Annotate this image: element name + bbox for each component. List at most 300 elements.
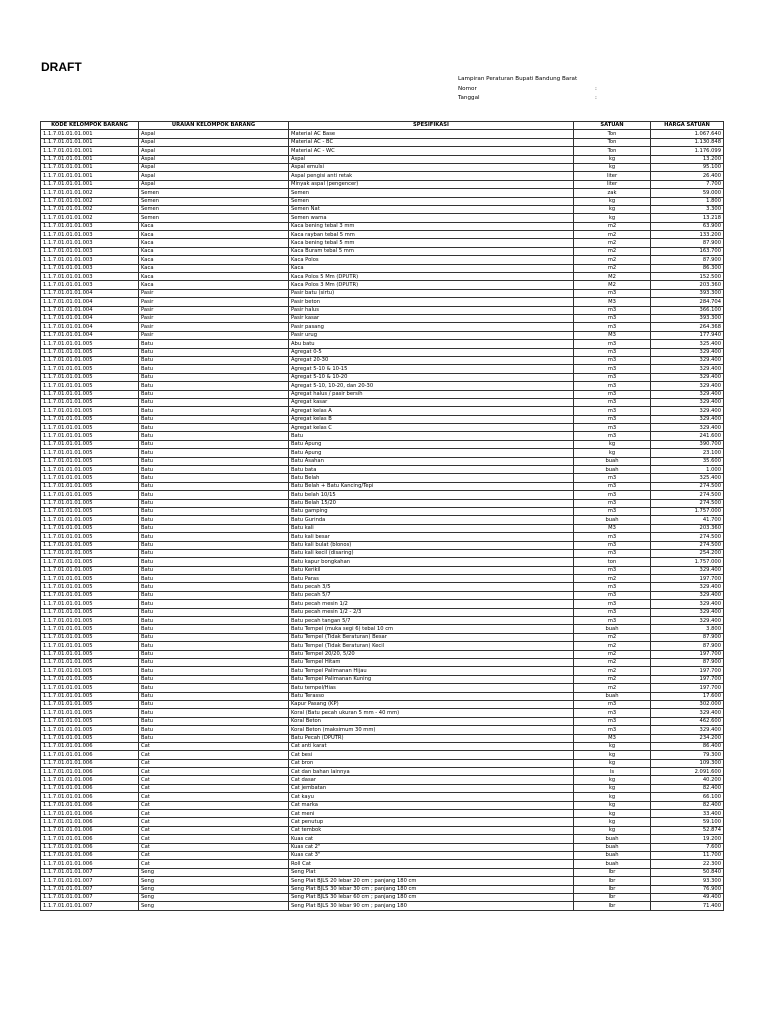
cell-harga: 11.700 <box>651 851 724 859</box>
meta-colon <box>595 75 605 85</box>
cell-satuan: m3 <box>574 700 651 708</box>
column-header-spesifikasi: SPESIFIKASI <box>289 122 574 130</box>
cell-uraian: Batu <box>139 457 289 465</box>
table-row <box>41 558 724 566</box>
cell-kode: 1.1.7.01.01.01.005 <box>41 491 139 499</box>
cell-satuan: kg <box>574 784 651 792</box>
cell-satuan: m3 <box>574 373 651 381</box>
cell-harga: 329.400 <box>651 365 724 373</box>
cell-harga: 197.700 <box>651 575 724 583</box>
table-row <box>41 507 724 515</box>
cell-kode: 1.1.7.01.01.01.005 <box>41 726 139 734</box>
cell-harga: 86.400 <box>651 742 724 750</box>
cell-kode: 1.1.7.01.01.01.006 <box>41 851 139 859</box>
cell-kode: 1.1.7.01.01.01.005 <box>41 365 139 373</box>
table-row <box>41 709 724 717</box>
cell-spesifikasi: Batu Tempel Palimanan Kuning <box>289 675 574 683</box>
cell-harga: 152.500 <box>651 273 724 281</box>
table-row <box>41 885 724 893</box>
cell-kode: 1.1.7.01.01.01.003 <box>41 222 139 230</box>
cell-uraian: Batu <box>139 516 289 524</box>
cell-uraian: Batu <box>139 558 289 566</box>
table-row <box>41 650 724 658</box>
cell-satuan: kg <box>574 163 651 171</box>
table-row <box>41 239 724 247</box>
cell-kode: 1.1.7.01.01.01.003 <box>41 256 139 264</box>
cell-uraian: Kaca <box>139 264 289 272</box>
cell-spesifikasi: Batu Gurinda <box>289 516 574 524</box>
table-row <box>41 784 724 792</box>
cell-spesifikasi: Aspal pengisi anti retak <box>289 172 574 180</box>
cell-harga: 71.400 <box>651 902 724 910</box>
cell-kode: 1.1.7.01.01.01.001 <box>41 130 139 138</box>
cell-harga: 40.200 <box>651 776 724 784</box>
cell-satuan: m2 <box>574 575 651 583</box>
cell-kode: 1.1.7.01.01.01.003 <box>41 264 139 272</box>
cell-harga: 3.300 <box>651 205 724 213</box>
cell-uraian: Batu <box>139 633 289 641</box>
cell-harga: 329.400 <box>651 424 724 432</box>
cell-uraian: Kaca <box>139 222 289 230</box>
cell-spesifikasi: Agregat kelas C <box>289 424 574 432</box>
cell-satuan: kg <box>574 776 651 784</box>
cell-spesifikasi: Batu kali besar <box>289 533 574 541</box>
cell-uraian: Pasir <box>139 331 289 339</box>
cell-kode: 1.1.7.01.01.01.005 <box>41 541 139 549</box>
cell-uraian: Batu <box>139 507 289 515</box>
cell-uraian: Batu <box>139 449 289 457</box>
cell-satuan: kg <box>574 155 651 163</box>
cell-kode: 1.1.7.01.01.01.003 <box>41 273 139 281</box>
cell-kode: 1.1.7.01.01.01.006 <box>41 843 139 851</box>
cell-satuan: m3 <box>574 474 651 482</box>
table-row <box>41 449 724 457</box>
table-row <box>41 314 724 322</box>
cell-spesifikasi: Kaca <box>289 264 574 272</box>
cell-spesifikasi: Aspal <box>289 155 574 163</box>
cell-uraian: Pasir <box>139 314 289 322</box>
cell-satuan: m3 <box>574 566 651 574</box>
cell-kode: 1.1.7.01.01.01.004 <box>41 306 139 314</box>
table-row <box>41 810 724 818</box>
table-row <box>41 264 724 272</box>
cell-spesifikasi: Material AC Base <box>289 130 574 138</box>
cell-harga: 329.400 <box>651 566 724 574</box>
cell-kode: 1.1.7.01.01.01.006 <box>41 826 139 834</box>
cell-harga: 329.400 <box>651 608 724 616</box>
cell-uraian: Cat <box>139 843 289 851</box>
table-row <box>41 398 724 406</box>
cell-spesifikasi: Kuas cat 3" <box>289 851 574 859</box>
cell-uraian: Batu <box>139 650 289 658</box>
cell-harga: 82.400 <box>651 801 724 809</box>
cell-kode: 1.1.7.01.01.01.005 <box>41 432 139 440</box>
cell-satuan: m3 <box>574 549 651 557</box>
cell-satuan: m3 <box>574 726 651 734</box>
table-row <box>41 474 724 482</box>
table-row <box>41 189 724 197</box>
cell-satuan: kg <box>574 759 651 767</box>
cell-satuan: m3 <box>574 507 651 515</box>
cell-spesifikasi: Batu Paras <box>289 575 574 583</box>
cell-spesifikasi: Cat bron <box>289 759 574 767</box>
cell-spesifikasi: Pasir pasang <box>289 323 574 331</box>
cell-spesifikasi: Batu bata <box>289 466 574 474</box>
table-row <box>41 180 724 188</box>
cell-kode: 1.1.7.01.01.01.005 <box>41 692 139 700</box>
cell-spesifikasi: Batu <box>289 432 574 440</box>
cell-uraian: Batu <box>139 675 289 683</box>
cell-uraian: Cat <box>139 851 289 859</box>
cell-uraian: Batu <box>139 684 289 692</box>
cell-uraian: Batu <box>139 491 289 499</box>
cell-spesifikasi: Batu kali bulat (blonos) <box>289 541 574 549</box>
cell-uraian: Batu <box>139 717 289 725</box>
cell-spesifikasi: Batu Belah + Batu Kancing/Tepi <box>289 482 574 490</box>
cell-uraian: Seng <box>139 893 289 901</box>
cell-spesifikasi: Cat dan bahan lainnya <box>289 768 574 776</box>
cell-spesifikasi: Batu Tempel (muka segi 6) tebal 10 cm <box>289 625 574 633</box>
cell-uraian: Cat <box>139 826 289 834</box>
cell-satuan: m3 <box>574 348 651 356</box>
table-row <box>41 130 724 138</box>
cell-kode: 1.1.7.01.01.01.007 <box>41 885 139 893</box>
cell-satuan: buah <box>574 843 651 851</box>
cell-harga: 93.300 <box>651 877 724 885</box>
cell-spesifikasi: Batu pecah 3/5 <box>289 583 574 591</box>
cell-satuan: M3 <box>574 524 651 532</box>
cell-uraian: Batu <box>139 642 289 650</box>
cell-uraian: Aspal <box>139 180 289 188</box>
cell-spesifikasi: Pasir beton <box>289 298 574 306</box>
cell-kode: 1.1.7.01.01.01.005 <box>41 373 139 381</box>
cell-kode: 1.1.7.01.01.01.005 <box>41 356 139 364</box>
meta-colon: : <box>595 85 597 92</box>
cell-uraian: Seng <box>139 877 289 885</box>
cell-harga: 87.900 <box>651 256 724 264</box>
cell-satuan: m3 <box>574 314 651 322</box>
cell-uraian: Cat <box>139 793 289 801</box>
cell-harga: 390.700 <box>651 440 724 448</box>
cell-kode: 1.1.7.01.01.01.006 <box>41 751 139 759</box>
cell-uraian: Pasir <box>139 306 289 314</box>
table-row <box>41 734 724 742</box>
cell-harga: 35.600 <box>651 457 724 465</box>
cell-spesifikasi: Koral (Batu pecah ukuran 5 mm - 40 mm) <box>289 709 574 717</box>
table-row <box>41 751 724 759</box>
cell-kode: 1.1.7.01.01.01.003 <box>41 231 139 239</box>
cell-kode: 1.1.7.01.01.01.004 <box>41 298 139 306</box>
cell-harga: 302.000 <box>651 700 724 708</box>
table-row <box>41 801 724 809</box>
cell-satuan: m3 <box>574 323 651 331</box>
cell-satuan: m2 <box>574 222 651 230</box>
cell-uraian: Seng <box>139 885 289 893</box>
cell-uraian: Aspal <box>139 130 289 138</box>
cell-harga: 254.200 <box>651 549 724 557</box>
cell-harga: 329.400 <box>651 356 724 364</box>
table-row <box>41 625 724 633</box>
cell-kode: 1.1.7.01.01.01.006 <box>41 793 139 801</box>
cell-kode: 1.1.7.01.01.01.005 <box>41 398 139 406</box>
cell-harga: 366.100 <box>651 306 724 314</box>
cell-kode: 1.1.7.01.01.01.001 <box>41 172 139 180</box>
cell-kode: 1.1.7.01.01.01.005 <box>41 675 139 683</box>
cell-spesifikasi: Agregat 5-10 & 10-20 <box>289 373 574 381</box>
cell-harga: 325.400 <box>651 474 724 482</box>
cell-satuan: m3 <box>574 709 651 717</box>
table-row <box>41 382 724 390</box>
cell-kode: 1.1.7.01.01.01.004 <box>41 331 139 339</box>
cell-harga: 329.400 <box>651 398 724 406</box>
cell-spesifikasi: Batu Tempel (Tidak Beraturan) Kecil <box>289 642 574 650</box>
cell-kode: 1.1.7.01.01.01.005 <box>41 474 139 482</box>
cell-uraian: Pasir <box>139 289 289 297</box>
cell-kode: 1.1.7.01.01.01.006 <box>41 759 139 767</box>
cell-spesifikasi: Cat penutup <box>289 818 574 826</box>
cell-spesifikasi: Batu Terasso <box>289 692 574 700</box>
cell-satuan: m3 <box>574 415 651 423</box>
cell-kode: 1.1.7.01.01.01.005 <box>41 466 139 474</box>
cell-harga: 325.400 <box>651 340 724 348</box>
cell-satuan: M3 <box>574 331 651 339</box>
cell-satuan: m3 <box>574 608 651 616</box>
table-row <box>41 600 724 608</box>
cell-uraian: Batu <box>139 482 289 490</box>
cell-spesifikasi: Batu pecah mesin 1/2 - 2/3 <box>289 608 574 616</box>
cell-satuan: m3 <box>574 356 651 364</box>
cell-kode: 1.1.7.01.01.01.001 <box>41 163 139 171</box>
cell-harga: 3.800 <box>651 625 724 633</box>
cell-kode: 1.1.7.01.01.01.006 <box>41 768 139 776</box>
cell-harga: 1.800 <box>651 197 724 205</box>
cell-spesifikasi: Pasir kasar <box>289 314 574 322</box>
cell-satuan: m2 <box>574 659 651 667</box>
cell-uraian: Kaca <box>139 281 289 289</box>
cell-harga: 1.757.000 <box>651 507 724 515</box>
cell-spesifikasi: Batu kapur bongkahan <box>289 558 574 566</box>
cell-satuan: m2 <box>574 650 651 658</box>
cell-spesifikasi: Agregat 5-10 & 10-15 <box>289 365 574 373</box>
cell-satuan: m2 <box>574 633 651 641</box>
cell-harga: 329.400 <box>651 591 724 599</box>
cell-uraian: Batu <box>139 591 289 599</box>
cell-harga: 41.700 <box>651 516 724 524</box>
cell-kode: 1.1.7.01.01.01.004 <box>41 323 139 331</box>
cell-spesifikasi: Koral Beton <box>289 717 574 725</box>
cell-harga: 87.900 <box>651 239 724 247</box>
table-row <box>41 835 724 843</box>
cell-harga: 2.091.600 <box>651 768 724 776</box>
cell-uraian: Cat <box>139 810 289 818</box>
cell-kode: 1.1.7.01.01.01.005 <box>41 667 139 675</box>
cell-uraian: Batu <box>139 575 289 583</box>
cell-satuan: buah <box>574 625 651 633</box>
table-row <box>41 877 724 885</box>
cell-satuan: Ton <box>574 130 651 138</box>
table-row <box>41 155 724 163</box>
cell-uraian: Batu <box>139 407 289 415</box>
cell-spesifikasi: Seng Plat BJLS 30 lebar 60 cm ; panjang 180 cm <box>289 893 574 901</box>
cell-satuan: kg <box>574 214 651 222</box>
cell-uraian: Cat <box>139 759 289 767</box>
table-row <box>41 440 724 448</box>
cell-kode: 1.1.7.01.01.01.005 <box>41 591 139 599</box>
cell-kode: 1.1.7.01.01.01.002 <box>41 205 139 213</box>
cell-harga: 95.100 <box>651 163 724 171</box>
cell-kode: 1.1.7.01.01.01.005 <box>41 499 139 507</box>
cell-uraian: Aspal <box>139 138 289 146</box>
cell-satuan: M2 <box>574 273 651 281</box>
cell-harga: 329.400 <box>651 373 724 381</box>
cell-uraian: Batu <box>139 667 289 675</box>
cell-uraian: Batu <box>139 474 289 482</box>
cell-kode: 1.1.7.01.01.01.006 <box>41 801 139 809</box>
cell-kode: 1.1.7.01.01.01.001 <box>41 147 139 155</box>
cell-satuan: buah <box>574 835 651 843</box>
cell-harga: 1.067.640 <box>651 130 724 138</box>
table-row <box>41 642 724 650</box>
cell-spesifikasi: Semen Nat <box>289 205 574 213</box>
cell-satuan: zak <box>574 189 651 197</box>
cell-uraian: Batu <box>139 608 289 616</box>
cell-harga: 82.400 <box>651 784 724 792</box>
cell-kode: 1.1.7.01.01.01.005 <box>41 600 139 608</box>
cell-uraian: Batu <box>139 348 289 356</box>
cell-spesifikasi: Kuas cat 2" <box>289 843 574 851</box>
cell-satuan: lbr <box>574 902 651 910</box>
cell-spesifikasi: Seng Plat BJLS 30 lebar 30 cm ; panjang 180 cm <box>289 885 574 893</box>
table-row <box>41 617 724 625</box>
cell-uraian: Batu <box>139 424 289 432</box>
cell-harga: 329.400 <box>651 617 724 625</box>
cell-spesifikasi: Pasir halus <box>289 306 574 314</box>
table-row <box>41 197 724 205</box>
table-row <box>41 860 724 868</box>
table-row <box>41 373 724 381</box>
cell-kode: 1.1.7.01.01.01.006 <box>41 784 139 792</box>
table-row <box>41 457 724 465</box>
cell-uraian: Batu <box>139 541 289 549</box>
cell-kode: 1.1.7.01.01.01.007 <box>41 868 139 876</box>
cell-satuan: liter <box>574 180 651 188</box>
cell-kode: 1.1.7.01.01.01.007 <box>41 877 139 885</box>
cell-kode: 1.1.7.01.01.01.005 <box>41 407 139 415</box>
cell-satuan: m3 <box>574 533 651 541</box>
table-row <box>41 759 724 767</box>
cell-kode: 1.1.7.01.01.01.003 <box>41 247 139 255</box>
cell-uraian: Cat <box>139 742 289 750</box>
cell-spesifikasi: Seng Plat BJLS 30 lebar 90 cm ; panjang 180 <box>289 902 574 910</box>
cell-spesifikasi: Semen warna <box>289 214 574 222</box>
table-header-row <box>41 122 724 130</box>
cell-harga: 33.400 <box>651 810 724 818</box>
cell-satuan: m3 <box>574 591 651 599</box>
table-row <box>41 348 724 356</box>
meta-label: Lampiran Peraturan Bupati Bandung Barat <box>458 76 578 82</box>
cell-uraian: Cat <box>139 818 289 826</box>
table-row <box>41 726 724 734</box>
table-row <box>41 516 724 524</box>
cell-satuan: buah <box>574 457 651 465</box>
cell-satuan: m3 <box>574 491 651 499</box>
cell-satuan: kg <box>574 440 651 448</box>
cell-kode: 1.1.7.01.01.01.005 <box>41 709 139 717</box>
cell-harga: 284.704 <box>651 298 724 306</box>
table-row <box>41 491 724 499</box>
cell-harga: 163.700 <box>651 247 724 255</box>
cell-harga: 66.100 <box>651 793 724 801</box>
meta-row-tanggal <box>458 94 608 104</box>
table-row <box>41 298 724 306</box>
cell-kode: 1.1.7.01.01.01.005 <box>41 440 139 448</box>
cell-satuan: M3 <box>574 734 651 742</box>
cell-spesifikasi: Seng Plat BJLS 20 lebar 20 cm ; panjang 180 cm <box>289 877 574 885</box>
table-row <box>41 524 724 532</box>
cell-kode: 1.1.7.01.01.01.005 <box>41 575 139 583</box>
table-row <box>41 273 724 281</box>
cell-satuan: kg <box>574 449 651 457</box>
cell-harga: 197.700 <box>651 675 724 683</box>
cell-satuan: m3 <box>574 583 651 591</box>
cell-uraian: Batu <box>139 466 289 474</box>
cell-harga: 50.840 <box>651 868 724 876</box>
cell-uraian: Aspal <box>139 155 289 163</box>
table-row <box>41 541 724 549</box>
cell-spesifikasi: Abu batu <box>289 340 574 348</box>
cell-uraian: Batu <box>139 398 289 406</box>
cell-spesifikasi: Pasir batu (sirtu) <box>289 289 574 297</box>
cell-spesifikasi: Batu Tempel Hitam <box>289 659 574 667</box>
cell-harga: 86.300 <box>651 264 724 272</box>
cell-uraian: Batu <box>139 726 289 734</box>
cell-satuan: m3 <box>574 541 651 549</box>
cell-kode: 1.1.7.01.01.01.007 <box>41 893 139 901</box>
cell-satuan: ls <box>574 768 651 776</box>
cell-satuan: m2 <box>574 231 651 239</box>
table-row <box>41 659 724 667</box>
cell-harga: 329.400 <box>651 583 724 591</box>
cell-spesifikasi: Material AC - BC <box>289 138 574 146</box>
table-row <box>41 826 724 834</box>
cell-kode: 1.1.7.01.01.01.005 <box>41 516 139 524</box>
table-row <box>41 214 724 222</box>
cell-spesifikasi: Batu Apung <box>289 449 574 457</box>
cell-kode: 1.1.7.01.01.01.005 <box>41 583 139 591</box>
cell-uraian: Batu <box>139 365 289 373</box>
table-row <box>41 147 724 155</box>
cell-kode: 1.1.7.01.01.01.001 <box>41 155 139 163</box>
table-row <box>41 138 724 146</box>
cell-uraian: Batu <box>139 373 289 381</box>
table-row <box>41 843 724 851</box>
cell-kode: 1.1.7.01.01.01.005 <box>41 684 139 692</box>
cell-uraian: Semen <box>139 214 289 222</box>
cell-spesifikasi: Minyak aspal (pengencer) <box>289 180 574 188</box>
meta-row-lampiran <box>458 75 608 85</box>
cell-spesifikasi: Kaca Buram tebal 5 mm <box>289 247 574 255</box>
table-row <box>41 868 724 876</box>
table-row <box>41 675 724 683</box>
cell-uraian: Batu <box>139 659 289 667</box>
cell-kode: 1.1.7.01.01.01.002 <box>41 189 139 197</box>
cell-spesifikasi: Batu Apung <box>289 440 574 448</box>
cell-satuan: m2 <box>574 247 651 255</box>
cell-kode: 1.1.7.01.01.01.005 <box>41 617 139 625</box>
cell-harga: 87.900 <box>651 642 724 650</box>
cell-harga: 87.900 <box>651 633 724 641</box>
cell-spesifikasi: Batu belah 10/15 <box>289 491 574 499</box>
